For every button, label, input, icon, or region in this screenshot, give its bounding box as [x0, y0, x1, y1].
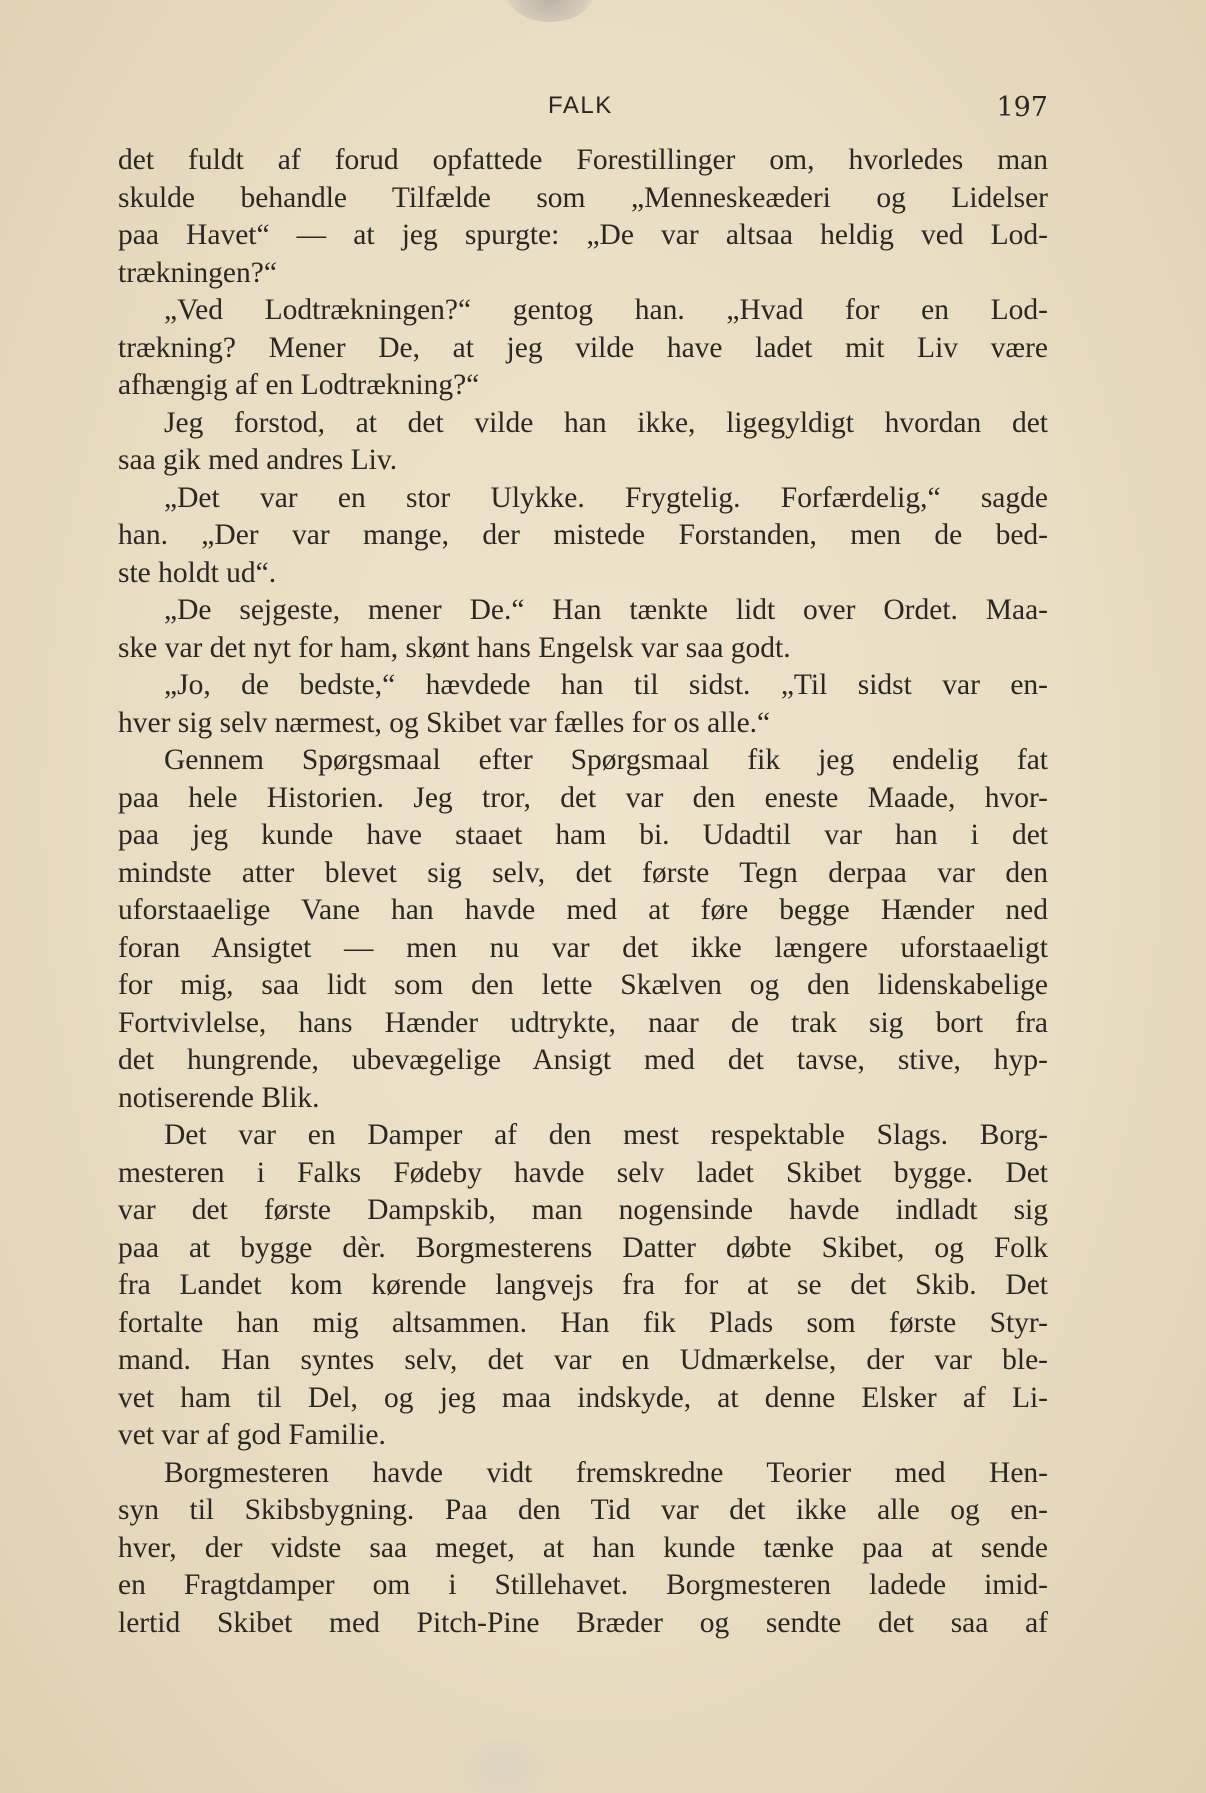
text-line: vet var af god Familie.: [118, 1419, 386, 1451]
text-line: syn til Skibsbygning. Paa den Tid var det ikke alle og en-: [118, 1494, 1048, 1526]
text-line: ske var det nyt for ham, skønt hans Engelsk var saa godt.: [118, 631, 791, 664]
text-line: fortalte han mig altsammen. Han fik Plads som første Styr-: [118, 1306, 1048, 1339]
text-line: notiserende Blik.: [118, 1081, 320, 1114]
text-line: afhængig af en Lodtrækning?“: [118, 369, 480, 401]
text-line: hver sig selv nærmest, og Skibet var fælles for os alle.“: [118, 706, 771, 739]
binding-hole-mark: [450, 1740, 560, 1793]
text-line: ste holdt ud“.: [118, 556, 277, 589]
binding-hole-mark: [505, 0, 595, 22]
text-line: mesteren i Falks Fødeby havde selv ladet Skibet bygge. Det: [118, 1156, 1048, 1189]
text-line: foran Ansigtet — men nu var det ikke længere uforstaaeligt: [118, 931, 1048, 964]
text-line: paa hele Historien. Jeg tror, det var den eneste Maade, hvor-: [118, 781, 1048, 814]
text-line: „Det var en stor Ulykke. Frygtelig. Forfærdelig,“ sagde: [164, 481, 1048, 514]
text-line: fra Landet kom kørende langvejs fra for at se det Skib. Det: [118, 1269, 1048, 1301]
text-line: han. „Der var mange, der mistede Forstanden, men de bed-: [118, 519, 1048, 551]
text-line: det fuldt af forud opfattede Forestillinger om, hvorledes man: [118, 144, 1048, 176]
text-line: lertid Skibet med Pitch-Pine Bræder og sendte det saa af: [118, 1606, 1048, 1639]
text-line: saa gik med andres Liv.: [118, 444, 398, 476]
text-line: mindste atter blevet sig selv, det første Tegn derpaa var den: [118, 856, 1048, 889]
text-line: hver, der vidste saa meget, at han kunde tænke paa at sende: [118, 1531, 1048, 1564]
body-text: [118, 142, 1048, 1642]
text-line: Jeg forstod, at det vilde han ikke, ligegyldigt hvordan det: [164, 406, 1048, 439]
text-line: „Jo, de bedste,“ hævdede han til sidst. „Til sidst var en-: [164, 669, 1048, 701]
text-line: paa jeg kunde have staaet ham bi. Udadtil var han i det: [118, 819, 1048, 851]
text-line: mand. Han syntes selv, det var en Udmærkelse, der var ble-: [118, 1344, 1048, 1376]
page-number: 197: [996, 92, 1048, 123]
text-line: „Ved Lodtrækningen?“ gentog han. „Hvad for en Lod-: [164, 294, 1048, 326]
text-line: „De sejgeste, mener De.“ Han tænkte lidt over Ordet. Maa-: [164, 594, 1048, 626]
text-line: Gennem Spørgsmaal efter Spørgsmaal fik jeg endelig fat: [164, 744, 1048, 776]
text-line: Borgmesteren havde vidt fremskredne Teorier med Hen-: [164, 1456, 1048, 1489]
text-line: Fortvivlelse, hans Hænder udtrykte, naar de trak sig bort fra: [118, 1006, 1048, 1039]
text-line: Det var en Damper af den mest respektable Slags. Borg-: [164, 1119, 1048, 1151]
text-line: uforstaaelige Vane han havde med at føre begge Hænder ned: [118, 894, 1048, 926]
text-line: trækning? Mener De, at jeg vilde have ladet mit Liv være: [118, 331, 1048, 364]
text-line: det hungrende, ubevægelige Ansigt med det tavse, stive, hyp-: [118, 1044, 1048, 1076]
text-line: for mig, saa lidt som den lette Skælven og den lidenskabelige: [118, 969, 1048, 1001]
text-line: vet ham til Del, og jeg maa indskyde, at denne Elsker af Li-: [118, 1381, 1048, 1414]
text-line: en Fragtdamper om i Stillehavet. Borgmesteren ladede imid-: [118, 1569, 1048, 1601]
page-header: [118, 88, 1048, 128]
text-line: var det første Dampskib, man nogensinde havde indladt sig: [118, 1194, 1048, 1226]
text-line: paa at bygge dèr. Borgmesterens Datter døbte Skibet, og Folk: [118, 1231, 1048, 1264]
running-title: FALK: [548, 92, 613, 119]
text-line: paa Havet“ — at jeg spurgte: „De var altsaa heldig ved Lod-: [118, 219, 1048, 251]
text-line: skulde behandle Tilfælde som „Menneskeæderi og Lidelser: [118, 181, 1048, 214]
text-line: trækningen?“: [118, 256, 277, 289]
